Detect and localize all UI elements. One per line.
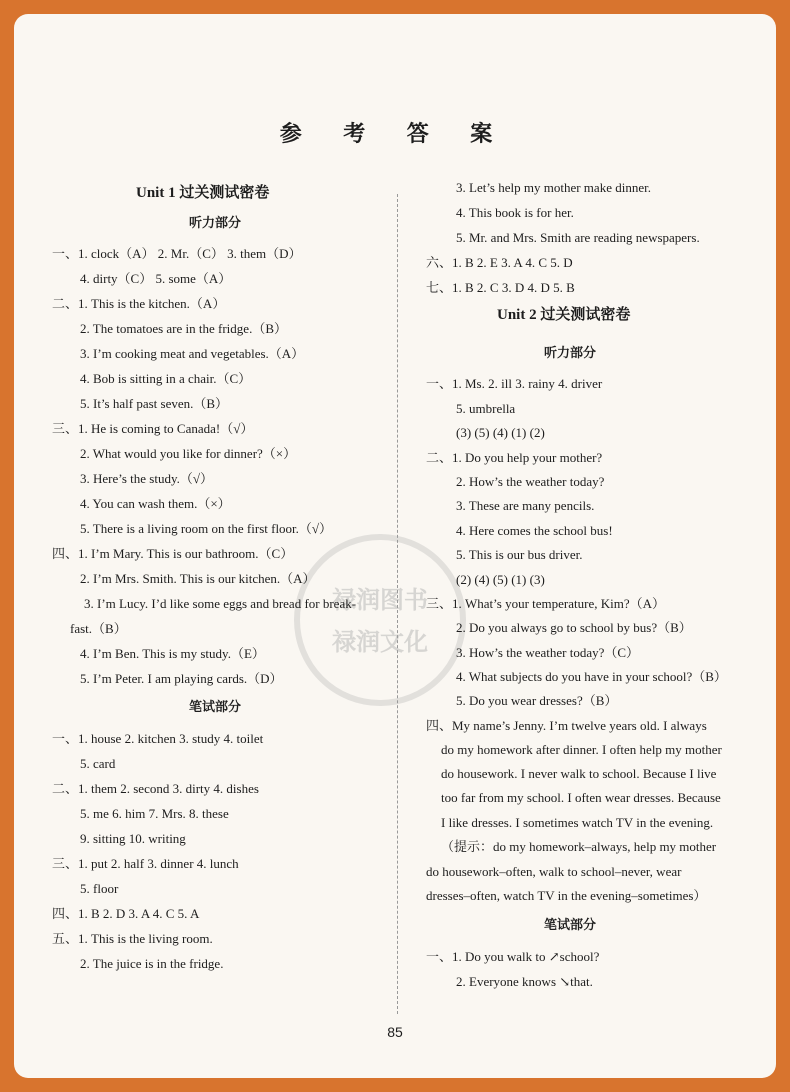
- section-heading: Unit 1 过关测试密卷: [136, 185, 270, 201]
- answer-line: 三、1. What’s your temperature, Kim?（A）: [426, 596, 665, 611]
- answer-line: dresses–often, watch TV in the evening–sometimes）: [426, 888, 707, 903]
- watermark-line-1: 禄润图书: [332, 586, 428, 614]
- answer-line: 三、1. put 2. half 3. dinner 4. lunch: [52, 856, 239, 871]
- answer-line: too far from my school. I often wear dresses. Because: [441, 790, 721, 805]
- answer-line: 5. There is a living room on the first floor.（√）: [80, 521, 333, 536]
- section-heading: 笔试部分: [189, 699, 242, 714]
- answer-line: 4. This book is for her.: [456, 205, 574, 220]
- answer-line: 3. Here’s the study.（√）: [80, 471, 214, 486]
- answer-line: do housework. I never walk to school. Because I live: [441, 766, 717, 781]
- answer-line: (3) (5) (4) (1) (2): [456, 425, 545, 440]
- answer-line: 2. What would you like for dinner?（×）: [80, 446, 297, 461]
- watermark-seal: [294, 534, 466, 706]
- answer-line: 3. These are many pencils.: [456, 498, 595, 513]
- answer-line: 5. Mr. and Mrs. Smith are reading newspapers.: [456, 230, 700, 245]
- answer-line: 二、1. them 2. second 3. dirty 4. dishes: [52, 781, 259, 796]
- answer-line: 5. me 6. him 7. Mrs. 8. these: [80, 806, 229, 821]
- answer-line: 9. sitting 10. writing: [80, 831, 186, 846]
- page-number: 85: [387, 1024, 403, 1040]
- answer-line: 二、1. Do you help your mother?: [426, 450, 603, 465]
- answer-line: 5. Do you wear dresses?（B）: [456, 693, 618, 708]
- section-heading: 听力部分: [544, 345, 597, 360]
- answer-line: 3. How’s the weather today?（C）: [456, 645, 640, 660]
- answer-line: 3. I’m Lucy. I’d like some eggs and bread for break-: [84, 596, 357, 611]
- answer-line: 四、1. B 2. D 3. A 4. C 5. A: [52, 906, 200, 921]
- answer-line: 2. The tomatoes are in the fridge.（B）: [80, 321, 287, 336]
- answer-line: 2. I’m Mrs. Smith. This is our kitchen.（A）: [80, 571, 316, 586]
- answer-line: 二、1. This is the kitchen.（A）: [52, 296, 226, 311]
- answer-line: 5. It’s half past seven.（B）: [80, 396, 229, 411]
- answer-line: 四、1. I’m Mary. This is our bathroom.（C）: [52, 546, 294, 561]
- answer-line: 一、1. Ms. 2. ill 3. rainy 4. driver: [426, 376, 603, 391]
- answer-page: [14, 14, 776, 1078]
- answer-line: 一、1. house 2. kitchen 3. study 4. toilet: [52, 731, 264, 746]
- answer-line: 5. This is our bus driver.: [456, 547, 583, 562]
- answer-line: 3. Let’s help my mother make dinner.: [456, 180, 651, 195]
- answer-line: 六、1. B 2. E 3. A 4. C 5. D: [426, 255, 573, 270]
- answer-line: do my homework after dinner. I often help my mother: [441, 742, 722, 757]
- answer-line: 七、1. B 2. C 3. D 4. D 5. B: [426, 280, 575, 295]
- answer-line: (2) (4) (5) (1) (3): [456, 572, 545, 587]
- watermark-line-2: 禄润文化: [332, 628, 428, 656]
- answer-line: 4. Here comes the school bus!: [456, 523, 613, 538]
- section-heading: Unit 2 过关测试密卷: [497, 307, 631, 323]
- answer-line: 5. card: [80, 756, 116, 771]
- answer-line: 5. I’m Peter. I am playing cards.（D）: [80, 671, 283, 686]
- answer-line: do housework–often, walk to school–never, wear: [426, 864, 682, 879]
- answer-line: 4. I’m Ben. This is my study.（E）: [80, 646, 265, 661]
- answer-line: 3. I’m cooking meat and vegetables.（A）: [80, 346, 305, 361]
- answer-line: 2. Do you always go to school by bus?（B）: [456, 620, 692, 635]
- answer-line: 2. Everyone knows ↘that.: [456, 974, 593, 989]
- column-divider: [397, 194, 398, 1014]
- answer-line: 一、1. Do you walk to ↗school?: [426, 949, 600, 964]
- answer-line: 4. Bob is sitting in a chair.（C）: [80, 371, 252, 386]
- answer-line: 2. How’s the weather today?: [456, 474, 605, 489]
- answer-line: 4. You can wash them.（×）: [80, 496, 231, 511]
- answer-line: 一、1. clock（A） 2. Mr.（C） 3. them（D）: [52, 246, 302, 261]
- answer-line: 4. What subjects do you have in your school?（B）: [456, 669, 727, 684]
- answer-line: I like dresses. I sometimes watch TV in the evening.: [441, 815, 714, 830]
- page-title: 参 考 答 案: [279, 121, 511, 146]
- answer-line: 五、1. This is the living room.: [52, 931, 213, 946]
- answer-line: 三、1. He is coming to Canada!（√）: [52, 421, 254, 436]
- answer-line: 5. floor: [80, 881, 119, 896]
- section-heading: 笔试部分: [544, 917, 597, 932]
- answer-line: 四、My name’s Jenny. I’m twelve years old. I always: [426, 718, 707, 733]
- answer-line: 4. dirty（C） 5. some（A）: [80, 271, 232, 286]
- answer-line: fast.（B）: [70, 621, 127, 636]
- answer-line: 5. umbrella: [456, 401, 516, 416]
- answer-line: 2. The juice is in the fridge.: [80, 956, 224, 971]
- section-heading: 听力部分: [189, 215, 242, 230]
- answer-line: （提示：do my homework–always, help my mother: [441, 839, 717, 854]
